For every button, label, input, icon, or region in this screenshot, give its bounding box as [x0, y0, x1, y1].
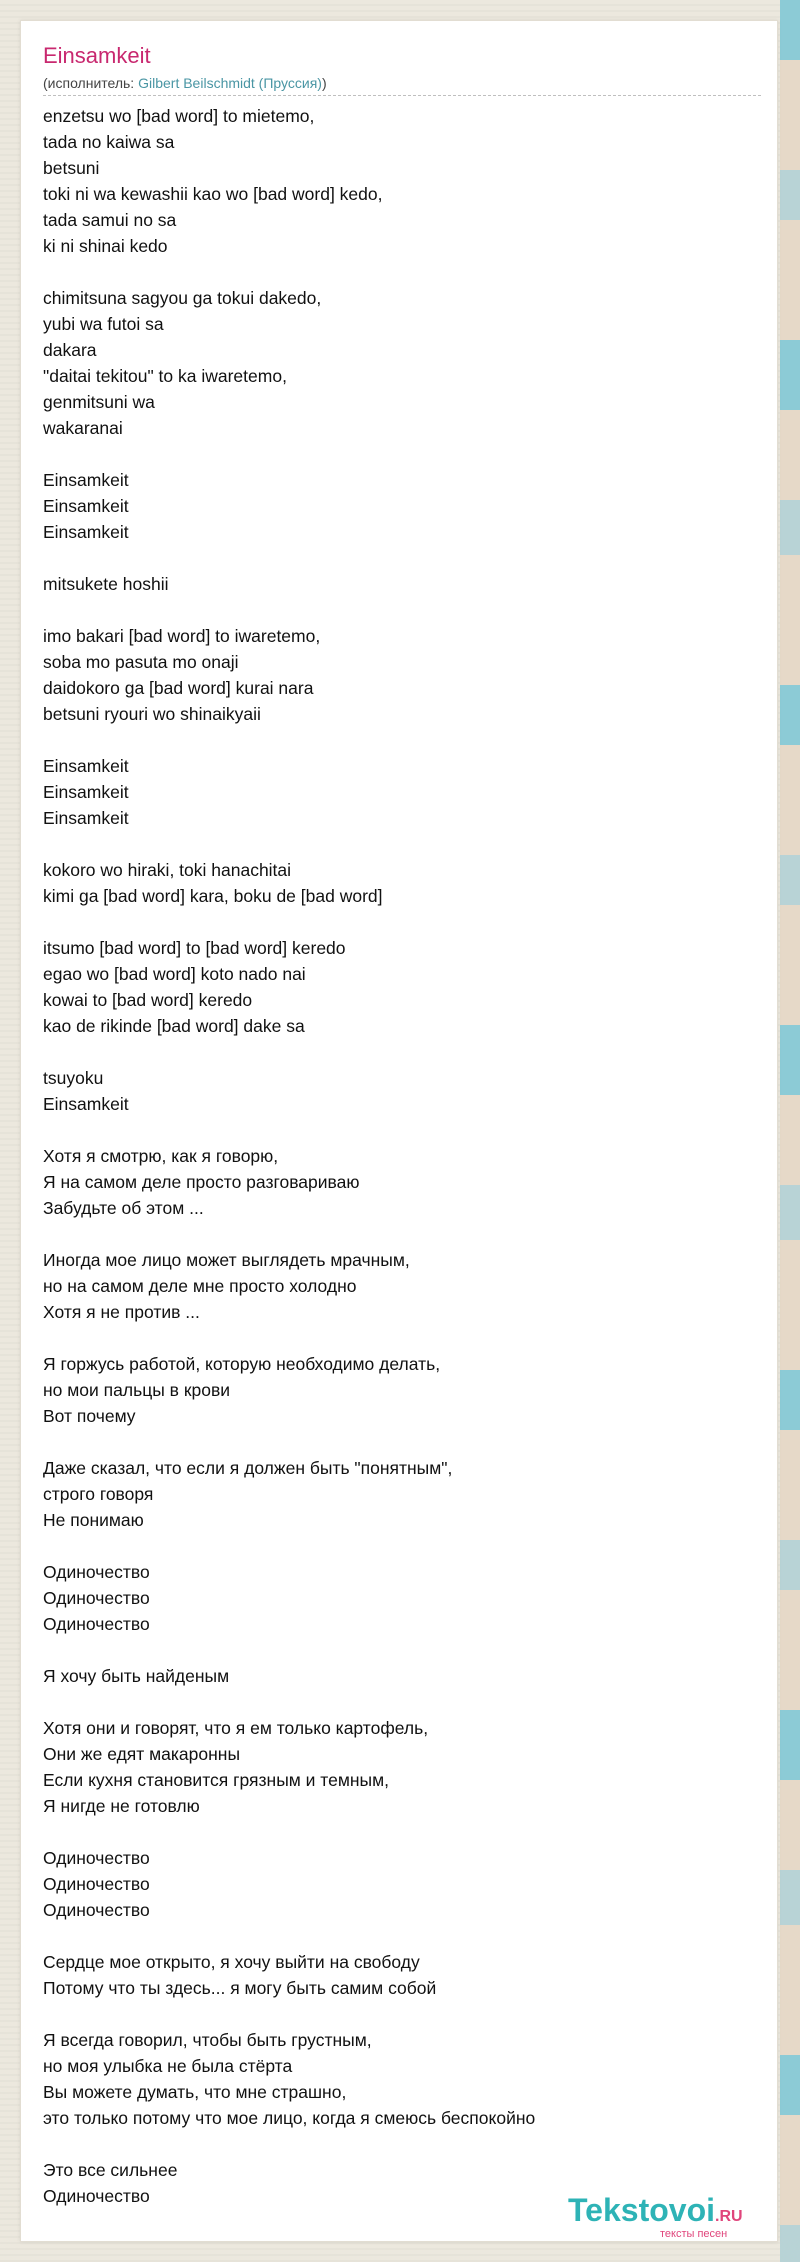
lyrics-card [20, 20, 778, 2242]
stripe-segment [780, 1240, 800, 1370]
lyrics-line: но мои пальцы в крови [43, 1380, 231, 1400]
stripe-segment [780, 555, 800, 685]
lyrics-blank-line [43, 259, 763, 285]
lyrics-blank-line [43, 1429, 763, 1455]
lyrics-blank-line [43, 831, 763, 857]
lyrics-line: egao wo [bad word] koto nado nai [43, 964, 306, 984]
lyrics-line: это только потому что мое лицо, когда я смеюсь беспокойно [43, 2108, 536, 2128]
lyrics-line: tada no kaiwa sa [43, 132, 175, 152]
lyrics-line: Одиночество [43, 1562, 150, 1582]
lyrics-line: betsuni [43, 158, 100, 178]
lyrics-line: itsumo [bad word] to [bad word] keredo [43, 938, 346, 958]
stripe-segment [780, 410, 800, 500]
lyrics-blank-line [43, 1221, 763, 1247]
lyrics-line: строго говоря [43, 1484, 154, 1504]
lyrics-line: Einsamkeit [43, 1094, 129, 1114]
lyrics-line: tada samui no sa [43, 210, 177, 230]
lyrics-line: Одиночество [43, 1588, 150, 1608]
lyrics-blank-line [43, 909, 763, 935]
lyrics-line: Я хочу быть найденым [43, 1666, 230, 1686]
lyrics-line: kao de rikinde [bad word] dake sa [43, 1016, 305, 1036]
lyrics-line: Хотя я смотрю, как я говорю, [43, 1146, 279, 1166]
lyrics-line: Они же едят макаронны [43, 1744, 241, 1764]
lyrics-line: Я нигде не готовлю [43, 1796, 200, 1816]
stripe-segment [780, 685, 800, 745]
lyrics-line: Einsamkeit [43, 470, 129, 490]
stripe-segment [780, 1710, 800, 1780]
logo-tld: .RU [715, 2208, 743, 2225]
lyrics-line: imo bakari [bad word] to iwaretemo, [43, 626, 321, 646]
stripe-segment [780, 1430, 800, 1540]
artist-link[interactable]: Gilbert Beilschmidt (Пруссия) [138, 75, 322, 91]
lyrics-blank-line [43, 2001, 763, 2027]
lyrics-blank-line [43, 1923, 763, 1949]
lyrics-line: Одиночество [43, 1900, 150, 1920]
lyrics-line: kimi ga [bad word] kara, boku de [bad word] [43, 886, 383, 906]
lyrics-line: Einsamkeit [43, 756, 129, 776]
lyrics-line: "daitai tekitou" to ka iwaretemo, [43, 366, 287, 386]
lyrics-line: Забудьте об этом ... [43, 1198, 204, 1218]
lyrics-line: Даже сказал, что если я должен быть "понятным", [43, 1458, 453, 1478]
artist-suffix: ) [321, 75, 327, 91]
stripe-segment [780, 1780, 800, 1870]
stripe-segment [780, 1540, 800, 1590]
lyrics-line: Вот почему [43, 1406, 136, 1426]
stripe-segment [780, 855, 800, 905]
logo-tagline: тексты песен [660, 2228, 728, 2240]
lyrics-blank-line [43, 1689, 763, 1715]
logo-main-text: Tekstovoi [568, 2192, 715, 2228]
lyrics-blank-line [43, 441, 763, 467]
lyrics-line: Вы можете думать, что мне страшно, [43, 2082, 347, 2102]
stripe-segment [780, 500, 800, 555]
lyrics-line: tsuyoku [43, 1068, 104, 1088]
lyrics-line: kokoro wo hiraki, toki hanachitai [43, 860, 292, 880]
lyrics-line: Хотя я не против ... [43, 1302, 200, 1322]
lyrics-blank-line [43, 1039, 763, 1065]
lyrics-line: Не понимаю [43, 1510, 144, 1530]
lyrics-line: mitsukete hoshii [43, 574, 169, 594]
lyrics-blank-line [43, 1117, 763, 1143]
lyrics-line: genmitsuni wa [43, 392, 155, 412]
stripe-segment [780, 1025, 800, 1095]
lyrics-line: Я всегда говорил, чтобы быть грустным, [43, 2030, 372, 2050]
song-title: Einsamkeit [43, 43, 151, 68]
lyrics-blank-line [43, 1533, 763, 1559]
lyrics-line: toki ni wa kewashii kao wo [bad word] kedo, [43, 184, 383, 204]
lyrics-text [43, 103, 763, 2209]
stripe-segment [780, 905, 800, 1025]
lyrics-line: betsuni ryouri wo shinaikyaii [43, 704, 261, 724]
artist-prefix: (исполнитель: [43, 75, 139, 91]
lyrics-line: Это все сильнее [43, 2160, 178, 2180]
stripe-segment [780, 170, 800, 220]
lyrics-line: Хотя они и говорят, что я ем только картофель, [43, 1718, 429, 1738]
lyrics-line: soba mo pasuta mo onaji [43, 652, 239, 672]
lyrics-blank-line [43, 545, 763, 571]
artist-line [43, 73, 761, 96]
lyrics-line: Я горжусь работой, которую необходимо делать, [43, 1354, 441, 1374]
lyrics-line: но моя улыбка не была стёрта [43, 2056, 293, 2076]
stripe-segment [780, 1925, 800, 2055]
lyrics-line: Одиночество [43, 1874, 150, 1894]
lyrics-line: yubi wa futoi sa [43, 314, 164, 334]
stripe-segment [780, 2055, 800, 2115]
site-logo[interactable] [568, 2192, 788, 2242]
lyrics-line: Einsamkeit [43, 522, 129, 542]
stripe-segment [780, 1590, 800, 1710]
stripe-segment [780, 1870, 800, 1925]
lyrics-line: Потому что ты здесь... я могу быть самим собой [43, 1978, 437, 1998]
stripe-segment [780, 340, 800, 410]
lyrics-blank-line [43, 2131, 763, 2157]
stripe-segment [780, 1185, 800, 1240]
lyrics-line: Одиночество [43, 2186, 150, 2206]
lyrics-line: chimitsuna sagyou ga tokui dakedo, [43, 288, 322, 308]
lyrics-line: Einsamkeit [43, 782, 129, 802]
lyrics-blank-line [43, 727, 763, 753]
lyrics-line: ki ni shinai kedo [43, 236, 168, 256]
lyrics-line: wakaranai [43, 418, 123, 438]
lyrics-blank-line [43, 597, 763, 623]
stripe-segment [780, 1095, 800, 1185]
lyrics-line: dakara [43, 340, 97, 360]
lyrics-line: enzetsu wo [bad word] to mietemo, [43, 106, 315, 126]
lyrics-blank-line [43, 1819, 763, 1845]
lyrics-line: но на самом деле мне просто холодно [43, 1276, 357, 1296]
lyrics-blank-line [43, 1325, 763, 1351]
stripe-segment [780, 220, 800, 340]
lyrics-blank-line [43, 1637, 763, 1663]
lyrics-line: Einsamkeit [43, 496, 129, 516]
lyrics-line: Иногда мое лицо может выглядеть мрачным, [43, 1250, 410, 1270]
lyrics-line: Одиночество [43, 1848, 150, 1868]
stripe-segment [780, 60, 800, 170]
lyrics-line: Если кухня становится грязным и темным, [43, 1770, 390, 1790]
stripe-segment [780, 745, 800, 855]
lyrics-line: kowai to [bad word] keredo [43, 990, 253, 1010]
stripe-segment [780, 0, 800, 60]
lyrics-line: Я на самом деле просто разговариваю [43, 1172, 360, 1192]
lyrics-line: Сердце мое открыто, я хочу выйти на свободу [43, 1952, 420, 1972]
lyrics-line: Einsamkeit [43, 808, 129, 828]
lyrics-line: Одиночество [43, 1614, 150, 1634]
stripe-segment [780, 1370, 800, 1430]
lyrics-line: daidokoro ga [bad word] kurai nara [43, 678, 314, 698]
